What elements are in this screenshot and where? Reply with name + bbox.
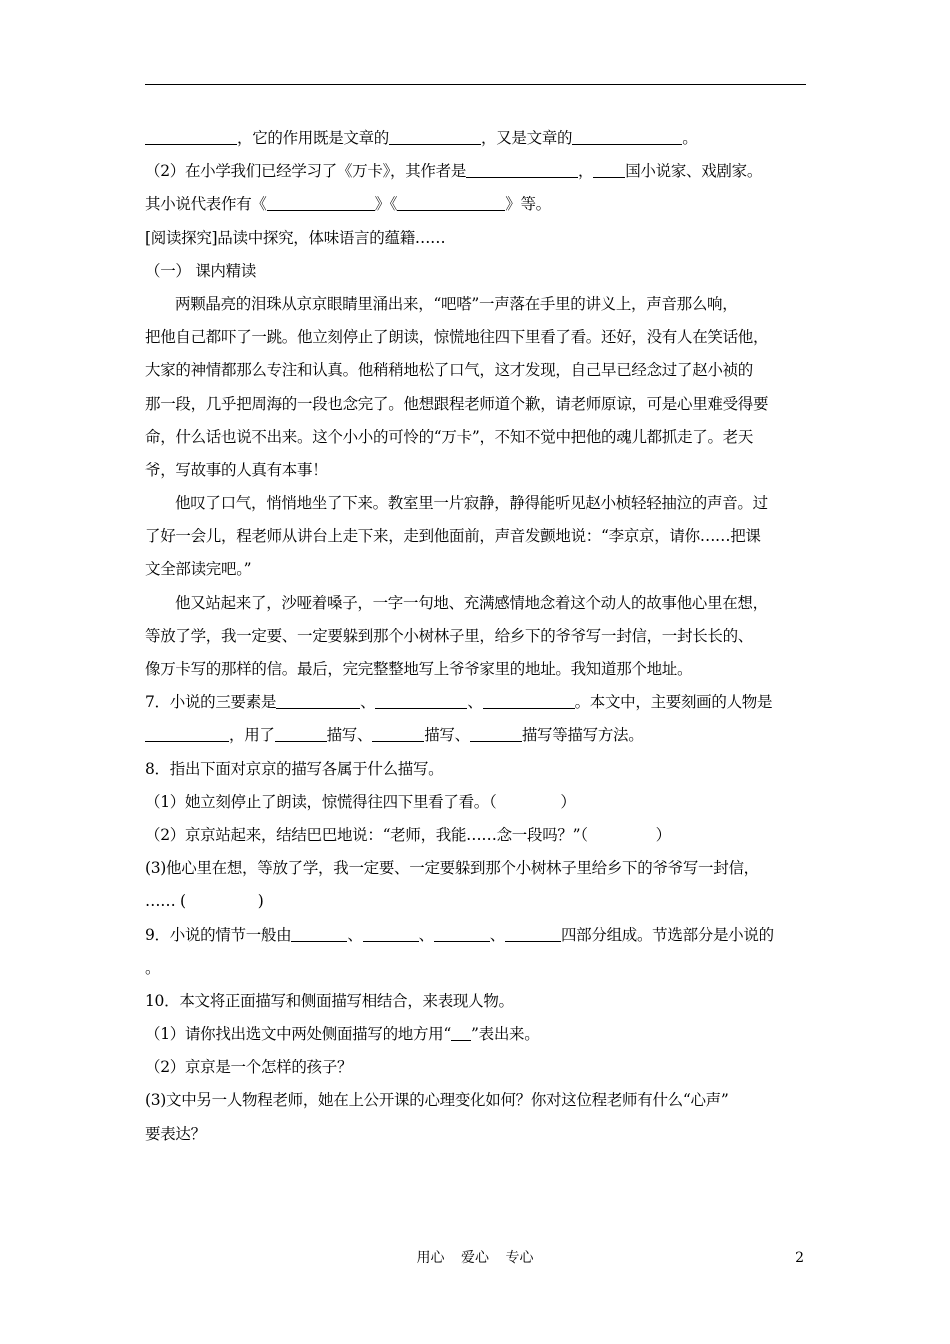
question-line: (3)他心里在想，等放了学，我一定要、一定要躲到那个小树林子里给乡下的爷爷写一封信，: [145, 859, 759, 878]
passage-line: 文全部读完吧。”: [145, 560, 252, 579]
text-line: ，它的作用既是文章的 ，又是文章的 。: [145, 122, 810, 155]
fill-blank[interactable]: [572, 129, 682, 145]
fill-blank[interactable]: [145, 129, 237, 145]
passage-line: 等放了学，我一定要、一定要躲到那个小树林子里，给乡下的爷爷写一封信，一封长长的、: [145, 626, 754, 645]
fill-blank[interactable]: [145, 726, 229, 742]
passage-line: 两颗晶亮的泪珠从京京眼睛里涌出来，“吧嗒”一声落在手里的讲义上，声音那么响，: [175, 294, 738, 313]
passage-line: 他又站起来了，沙哑着嗓子，一字一句地、充满感情地念着这个动人的故事他心里在想，: [175, 593, 768, 612]
question-line: 10．本文将正面描写和侧面描写相结合，来表现人物。: [145, 991, 514, 1010]
question-line: ，用了 描写、 描写、 描写等描写方法。: [145, 719, 810, 752]
header-rule: [145, 84, 806, 85]
question-line: 8．指出下面对京京的描写各属于什么描写。: [145, 759, 444, 778]
fill-blank[interactable]: [372, 726, 424, 742]
passage-line: 了好一会儿，程老师从讲台上走下来，走到他面前，声音发颤地说：“李京京，请你……把课: [145, 527, 761, 546]
question-line: 9．小说的情节一般由 、 、 、 四部分组成。节选部分是小说的: [145, 925, 774, 944]
fill-blank[interactable]: [291, 926, 347, 942]
page-number: 2: [795, 1250, 804, 1266]
question-line: （2）京京站起来，结结巴巴地说：“老师，我能……念一段吗？”（ ）: [145, 825, 671, 844]
fill-blank[interactable]: [434, 926, 490, 942]
fill-blank[interactable]: [466, 162, 578, 178]
passage-line: 命，什么话也说不出来。这个小小的可怜的“万卡”，不知不觉中把他的魂儿都抓走了。老天: [145, 427, 754, 446]
question-line: 7．小说的三要素是 、 、 。本文中，主要刻画的人物是: [145, 693, 773, 712]
fill-blank[interactable]: [267, 195, 375, 211]
fill-blank[interactable]: [389, 129, 481, 145]
passage-line: 那一段，几乎把周海的一段也念完了。他想跟程老师道个歉，请老师原谅，可是心里难受得要: [145, 394, 769, 413]
passage-line: 把他自己都吓了一跳。他立刻停止了朗读，惊慌地往四下里看了看。还好，没有人在笑话他，: [145, 328, 769, 347]
question-line: …… ( ): [145, 892, 264, 911]
question-line: （1）请你找出选文中两处侧面描写的地方用“ ”表出来。: [145, 1025, 540, 1044]
fill-blank[interactable]: [593, 162, 625, 178]
fill-blank[interactable]: [505, 926, 561, 942]
fill-blank[interactable]: [363, 926, 419, 942]
passage-line: 爷，写故事的人真有本事！: [145, 460, 328, 479]
question-line: （1）她立刻停止了朗读，惊慌得往四下里看了看。（ ）: [145, 792, 576, 811]
fill-blank[interactable]: [451, 1025, 471, 1041]
document-body: [145, 122, 810, 1151]
fill-blank[interactable]: [275, 726, 327, 742]
text-line: （2）在小学我们已经学习了《万卡》，其作者是 ， 国小说家、戏剧家。: [145, 162, 763, 181]
question-line: 。: [145, 958, 161, 977]
footer-motto: 用心 爱心 专心: [416, 1250, 534, 1266]
fill-blank[interactable]: [483, 693, 575, 709]
passage-line: 像万卡写的那样的信。最后，完完整整地写上爷爷家里的地址。我知道那个地址。: [145, 660, 693, 678]
fill-blank[interactable]: [276, 693, 360, 709]
section-heading: （一） 课内精读: [145, 261, 257, 280]
question-line: (3)文中另一人物程老师，她在上公开课的心理变化如何？你对这位程老师有什么“心声”: [145, 1091, 729, 1110]
section-heading: [阅读探究]品读中探究，体味语言的蕴籍……: [145, 228, 446, 247]
text-line: 其小说代表作有《 》《 》等。: [145, 195, 551, 214]
fill-blank[interactable]: [397, 195, 505, 211]
page-footer: [0, 1247, 950, 1269]
passage-line: 大家的神情都那么专注和认真。他稍稍地松了口气，这才发现，自己早已经念过了赵小祯的: [145, 361, 754, 380]
fill-blank[interactable]: [375, 693, 467, 709]
passage-line: 他叹了口气，悄悄地坐了下来。教室里一片寂静，静得能听见赵小桢轻轻抽泣的声音。过: [175, 494, 768, 513]
question-line: 要表达？: [145, 1124, 206, 1143]
question-line: （2）京京是一个怎样的孩子？: [145, 1058, 353, 1077]
fill-blank[interactable]: [470, 726, 522, 742]
